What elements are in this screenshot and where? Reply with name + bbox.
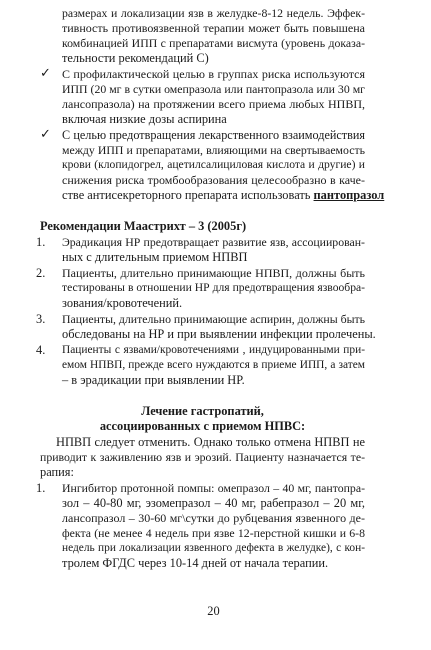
item-number: 1. <box>36 235 46 249</box>
list-item-line: лансопразол – 30-60 мг\сутки до рубцевания язвенного де- <box>62 511 365 525</box>
section-heading: Рекомендации Маастрихт – 3 (2005г) <box>40 219 247 233</box>
item-number: 4. <box>36 343 46 357</box>
section-heading: Лечение гастропатий, <box>141 404 264 418</box>
check-mark-icon: ✓ <box>40 126 51 141</box>
list-item-line: Пациенты с язвами/кровотечениями , индуцированными при- <box>62 344 365 356</box>
bullet-line-text: стве антисекреторного препарата использовать <box>62 188 314 202</box>
list-item-line: тролем ФГДС через 10-14 дней от начала терапии. <box>62 556 329 570</box>
list-item-line: ных с длительным приемом НПВП <box>62 250 248 264</box>
paragraph-line: приводит к заживлению язв и эрозий. Пациенту назначается те- <box>40 450 365 464</box>
paragraph-line: НПВП следует отменить. Однако только отмена НПВП не <box>56 435 365 449</box>
page-number: 20 <box>207 604 220 618</box>
paragraph-line: размерах и локализации язв в желудке-8-12 недель. Эффек- <box>62 6 365 20</box>
item-number: 2. <box>36 266 46 280</box>
pantoprazole-emphasis: пантопразол <box>313 188 385 202</box>
item-number: 1. <box>36 481 46 495</box>
list-item-line: Ингибитор протонной помпы: омепразол – 40 мг, пантопра- <box>62 481 365 495</box>
list-item-line: зол – 40-80 мг, эзомепразол – 40 мг, рабепразол – 20 мг, <box>62 496 365 510</box>
paragraph-line: тивность противоязвенной терапии может быть повышена <box>62 21 365 35</box>
paragraph-line: тельности рекомендаций С) <box>62 51 209 65</box>
section-heading: ассоциированных с приемом НПВС: <box>99 419 306 433</box>
bullet-line <box>62 188 384 202</box>
list-item-line: фекта (не менее 4 недель при язве 12-перстной кишки и 6-8 <box>62 526 365 540</box>
bullet-line: лансопразола) на протяжении всего приема любых НПВП, <box>62 97 365 111</box>
bullet-line: ИПП (20 мг в сутки омепразола или пантопразола или 30 мг <box>62 82 365 96</box>
list-item-line: Пациенты, длительно принимающие НПВП, должны быть <box>62 266 365 280</box>
bullet-line: снижения риска тромбообразования целесообразно в каче- <box>62 173 365 187</box>
item-number: 3. <box>36 312 46 326</box>
list-item-line: тестированы в отношении НР для предотвращения язвообра- <box>62 281 365 294</box>
list-item-line: недель при локализации язвенного дефекта в желудке), с кон- <box>62 542 365 554</box>
check-mark-icon: ✓ <box>40 65 51 80</box>
bullet-line: между ИПП и препаратами, влияющими на свертываемость <box>62 143 365 157</box>
list-item-line: Эрадикация НР предотвращает развитие язв, ассоциирован- <box>62 235 365 249</box>
bullet-line: С целью предотвращения лекарственного взаимодействия <box>62 128 365 142</box>
list-item-line: зования/кровотечений. <box>62 296 183 310</box>
list-item-line: Пациенты, длительно принимающие аспирин, должны быть <box>62 312 366 326</box>
paragraph-line: комбинацией ИПП с препаратами висмута (уровень доказа- <box>62 36 365 50</box>
bullet-line: С профилактической целью в группах риска используются <box>62 67 365 81</box>
list-item-line: – в эрадикации при выявлении НР. <box>62 373 245 387</box>
paragraph-line: рапия: <box>40 465 74 479</box>
list-item-line: емом НПВП, прежде всего нуждаются в приеме ИПП, а затем <box>62 359 365 371</box>
bullet-line: крови (клопидогрел, ацетилсалициловая кислота и другие) и <box>62 158 365 171</box>
list-item-line: обследованы на НР и при выявлении инфекции пролечены. <box>62 327 376 341</box>
bullet-line: включая низкие дозы аспирина <box>62 112 227 126</box>
